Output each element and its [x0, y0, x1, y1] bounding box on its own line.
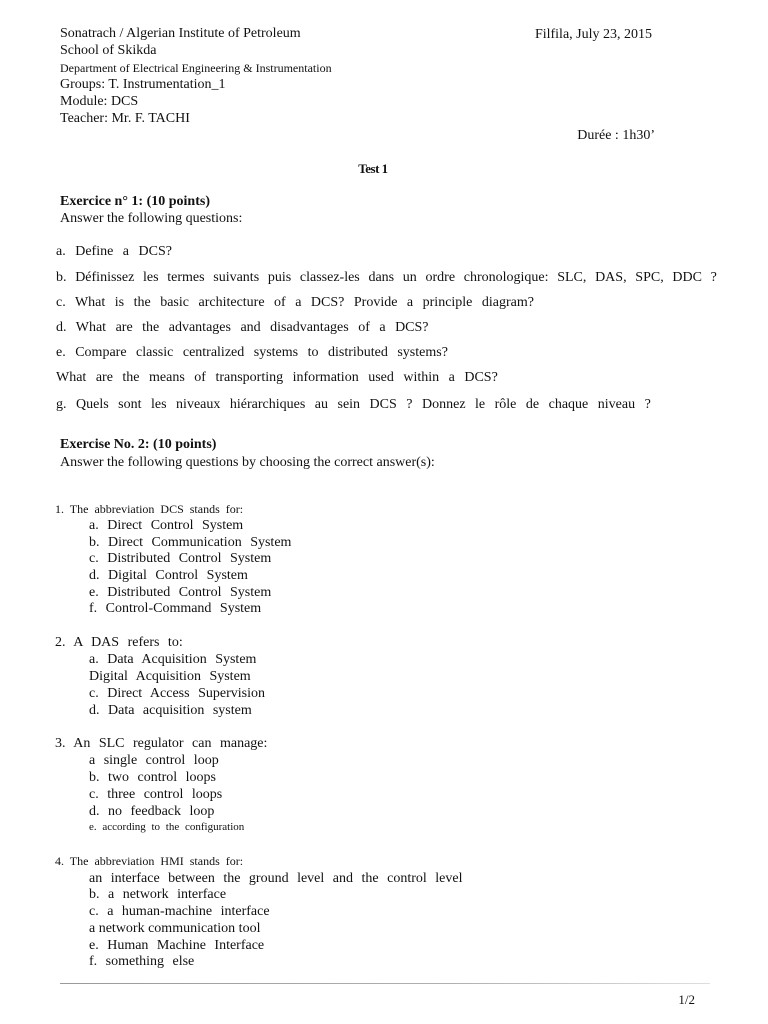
- q4-option-e: e. Human Machine Interface: [89, 938, 265, 953]
- q3-option-e: e. according to the configuration: [89, 821, 245, 833]
- q2-option-d: d. Data acquisition system: [89, 703, 252, 718]
- exercise2-question-2: 2. A DAS refers to:: [55, 635, 183, 650]
- q3-option-d: d. no feedback loop: [89, 804, 215, 819]
- exercise2-instruction: Answer the following questions by choosing the correct answer(s):: [60, 455, 435, 470]
- header-department: Department of Electrical Engineering & Instrumentation: [60, 61, 332, 75]
- q2-option-a: a. Data Acquisition System: [89, 652, 257, 667]
- footer-divider: [60, 983, 710, 984]
- q2-option-b: Digital Acquisition System: [89, 669, 251, 684]
- exercise2-question-3: 3. An SLC regulator can manage:: [55, 736, 268, 751]
- q1-option-f: f. Control-Command System: [89, 601, 262, 616]
- exercise1-question-b: b. Définissez les termes suivants puis classez-les dans un ordre chronologique: SLC, DAS, SPC, DDC ?: [56, 270, 717, 285]
- q3-option-c: c. three control loops: [89, 787, 223, 802]
- q4-option-f: f. something else: [89, 954, 195, 969]
- exercise1-question-g: g. Quels sont les niveaux hiérarchiques au sein DCS ? Donnez le rôle de chaque niveau ?: [56, 397, 651, 412]
- exercise1-question-c: c. What is the basic architecture of a DCS? Provide a principle diagram?: [56, 295, 534, 310]
- q4-option-d: a network communication tool: [89, 921, 261, 936]
- exercise2-question-4: 4. The abbreviation HMI stands for:: [55, 854, 244, 868]
- exercise2-question-1: 1. The abbreviation DCS stands for:: [55, 502, 244, 516]
- q4-option-c: c. a human-machine interface: [89, 904, 270, 919]
- q1-option-e: e. Distributed Control System: [89, 585, 272, 600]
- exercise1-question-d: d. What are the advantages and disadvantages of a DCS?: [56, 320, 429, 335]
- exercise2-title: Exercise No. 2: (10 points): [60, 437, 217, 452]
- q1-option-b: b. Direct Communication System: [89, 535, 292, 550]
- exercise1-instruction: Answer the following questions:: [60, 211, 243, 226]
- header-institute: Sonatrach / Algerian Institute of Petroleum: [60, 26, 301, 41]
- page-number: 1/2: [678, 992, 695, 1007]
- exercise1-question-e: e. Compare classic centralized systems to distributed systems?: [56, 345, 448, 360]
- exercise1-title: Exercice n° 1: (10 points): [60, 194, 210, 209]
- q4-option-b: b. a network interface: [89, 887, 227, 902]
- header-teacher: Teacher: Mr. F. TACHI: [60, 111, 190, 126]
- header-duration: Durée : 1h30’: [577, 128, 655, 143]
- q1-option-d: d. Digital Control System: [89, 568, 248, 583]
- header-date: Filfila, July 23, 2015: [534, 27, 652, 42]
- q1-option-a: a. Direct Control System: [89, 518, 244, 533]
- q3-option-b: b. two control loops: [89, 770, 216, 785]
- test-title: Test 1: [358, 161, 388, 176]
- header-module: Module: DCS: [60, 94, 139, 109]
- q2-option-c: c. Direct Access Supervision: [89, 686, 265, 701]
- q4-option-a: an interface between the ground level and the control level: [89, 871, 463, 886]
- q3-option-a: a single control loop: [89, 753, 219, 768]
- exercise1-question-f: What are the means of transporting information used within a DCS?: [56, 370, 498, 385]
- q1-option-c: c. Distributed Control System: [89, 551, 272, 566]
- header-school: School of Skikda: [60, 43, 157, 58]
- exercise1-question-a: a. Define a DCS?: [56, 244, 172, 259]
- header-groups: Groups: T. Instrumentation_1: [60, 77, 226, 92]
